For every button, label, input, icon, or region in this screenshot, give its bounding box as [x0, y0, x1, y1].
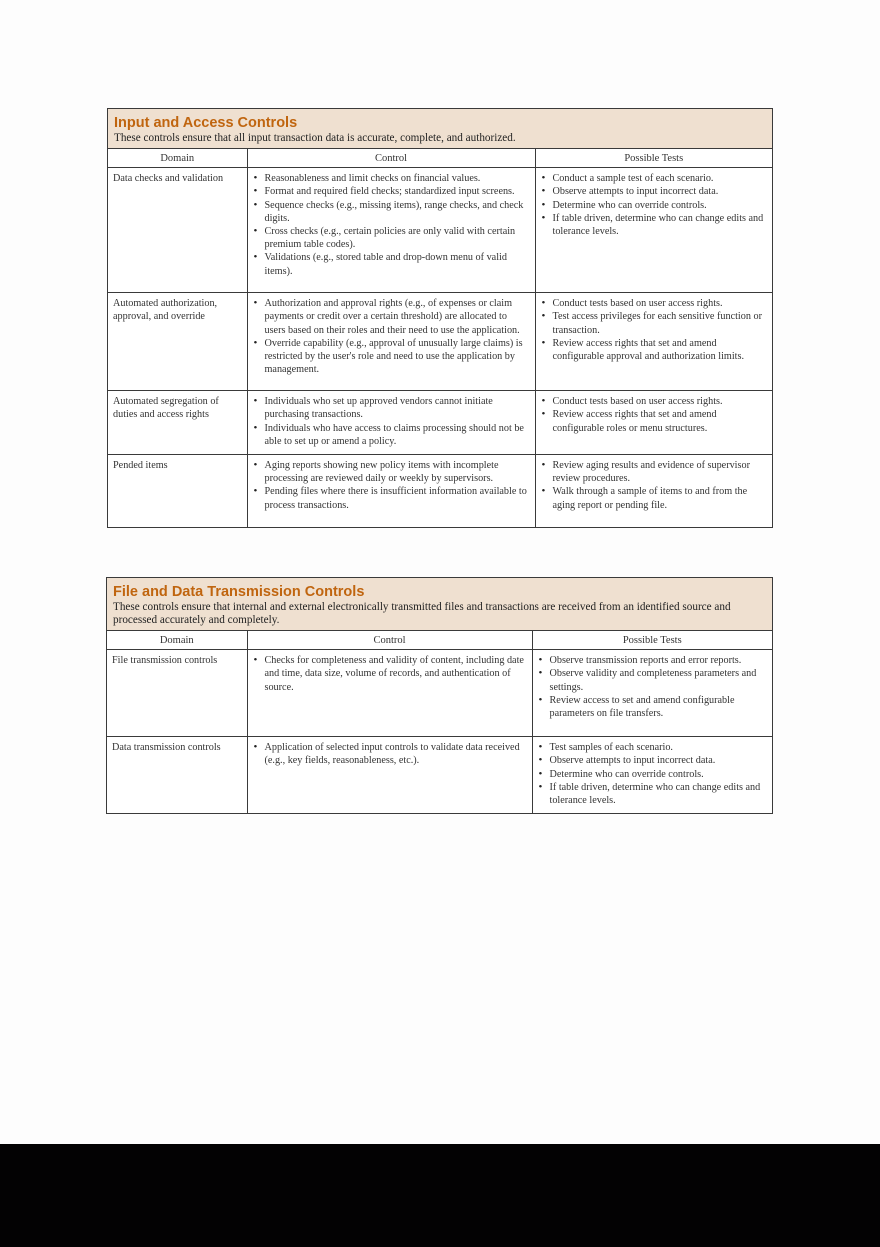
control-list	[253, 172, 530, 278]
column-header-domain: Domain	[108, 149, 247, 168]
table-header-banner	[108, 109, 772, 149]
tests-list	[541, 297, 768, 363]
list-item: • Test access privileges for each sensitive function or transaction.	[553, 310, 768, 336]
table-header-banner	[107, 578, 772, 631]
tests-list	[538, 741, 768, 807]
table-subtitle: These controls ensure that internal and external electronically transmitted files and transactions are received from an identified source and processed accurately and completely.	[113, 601, 731, 626]
table-row	[107, 650, 772, 737]
table-row	[108, 293, 772, 391]
control-list	[253, 741, 527, 767]
tests-cell	[535, 391, 772, 455]
list-item: • Walk through a sample of items to and from the aging report or pending file.	[553, 485, 768, 511]
control-list	[253, 654, 527, 694]
input-access-controls-table	[107, 108, 773, 528]
controls-grid	[108, 149, 772, 527]
list-item: • If table driven, determine who can change edits and tolerance levels.	[553, 212, 768, 238]
controls-grid	[107, 631, 772, 813]
table-row	[107, 737, 772, 814]
list-item: • Sequence checks (e.g., missing items), range checks, and check digits.	[265, 199, 530, 225]
list-item: • Determine who can override controls.	[550, 768, 768, 781]
table-title: Input and Access Controls	[114, 115, 298, 131]
table-row	[108, 391, 772, 455]
control-cell	[247, 293, 535, 391]
list-item: • Observe transmission reports and error reports.	[550, 654, 768, 667]
list-item: • Review access rights that set and amend configurable approval and authorization limits.	[553, 337, 768, 363]
tests-cell	[535, 168, 772, 293]
tests-list	[541, 395, 768, 435]
list-item: • Observe attempts to input incorrect data.	[550, 754, 768, 767]
tests-cell	[532, 650, 772, 737]
list-item: • Review access rights that set and amend configurable roles or menu structures.	[553, 408, 768, 434]
file-data-transmission-controls-table	[106, 577, 773, 814]
tests-cell	[535, 455, 772, 527]
domain-cell: File transmission controls	[107, 650, 247, 737]
list-item: • Cross checks (e.g., certain policies are only valid with certain premium table codes).	[265, 225, 530, 251]
list-item: • Conduct tests based on user access rights.	[553, 297, 768, 310]
bottom-black-band	[0, 1144, 880, 1247]
domain-cell: Data transmission controls	[107, 737, 247, 814]
list-item: • Authorization and approval rights (e.g., of expenses or claim payments or credit over a certain threshold) are allocated to users based on their roles and their need to use the application.	[265, 297, 530, 337]
list-item: • Override capability (e.g., approval of unusually large claims) is restricted by the user's role and need to use the application by management.	[265, 337, 530, 377]
list-item: • Reasonableness and limit checks on financial values.	[265, 172, 530, 185]
tests-list	[541, 172, 768, 238]
column-header-row	[107, 631, 772, 650]
list-item: • Pending files where there is insufficient information available to process transactions.	[265, 485, 530, 511]
control-cell	[247, 391, 535, 455]
list-item: • Format and required field checks; standardized input screens.	[265, 185, 530, 198]
table-subtitle: These controls ensure that all input transaction data is accurate, complete, and authorized.	[114, 132, 516, 144]
control-cell	[247, 455, 535, 527]
control-cell	[247, 737, 532, 814]
column-header-tests: Possible Tests	[535, 149, 772, 168]
column-header-tests: Possible Tests	[532, 631, 772, 650]
tests-cell	[535, 293, 772, 391]
domain-cell: Data checks and validation	[108, 168, 247, 293]
control-list	[253, 459, 530, 512]
list-item: • Determine who can override controls.	[553, 199, 768, 212]
list-item: • Test samples of each scenario.	[550, 741, 768, 754]
column-header-control: Control	[247, 149, 535, 168]
list-item: • Individuals who have access to claims processing should not be able to set up or amend a policy.	[265, 422, 530, 448]
column-header-row	[108, 149, 772, 168]
control-cell	[247, 168, 535, 293]
list-item: • Individuals who set up approved vendors cannot initiate purchasing transactions.	[265, 395, 530, 421]
domain-cell: Pended items	[108, 455, 247, 527]
list-item: • If table driven, determine who can change edits and tolerance levels.	[550, 781, 768, 807]
tests-list	[538, 654, 768, 720]
column-header-control: Control	[247, 631, 532, 650]
control-list	[253, 395, 530, 448]
list-item: • Conduct a sample test of each scenario.	[553, 172, 768, 185]
table-row	[108, 168, 772, 293]
domain-cell: Automated segregation of duties and access rights	[108, 391, 247, 455]
table-title: File and Data Transmission Controls	[113, 584, 365, 600]
list-item: • Observe validity and completeness parameters and settings.	[550, 667, 768, 693]
list-item: • Observe attempts to input incorrect data.	[553, 185, 768, 198]
list-item: • Application of selected input controls to validate data received (e.g., key fields, reasonableness, etc.).	[265, 741, 527, 767]
list-item: • Review access to set and amend configurable parameters on file transfers.	[550, 694, 768, 720]
tests-list	[541, 459, 768, 512]
table-row	[108, 455, 772, 527]
list-item: • Validations (e.g., stored table and drop-down menu of valid items).	[265, 251, 530, 277]
control-cell	[247, 650, 532, 737]
list-item: • Review aging results and evidence of supervisor review procedures.	[553, 459, 768, 485]
list-item: • Aging reports showing new policy items with incomplete processing are reviewed daily or weekly by supervisors.	[265, 459, 530, 485]
list-item: • Conduct tests based on user access rights.	[553, 395, 768, 408]
column-header-domain: Domain	[107, 631, 247, 650]
control-list	[253, 297, 530, 376]
tests-cell	[532, 737, 772, 814]
list-item: • Checks for completeness and validity of content, including date and time, data size, volume of records, and authentication of source.	[265, 654, 527, 694]
domain-cell: Automated authorization, approval, and override	[108, 293, 247, 391]
